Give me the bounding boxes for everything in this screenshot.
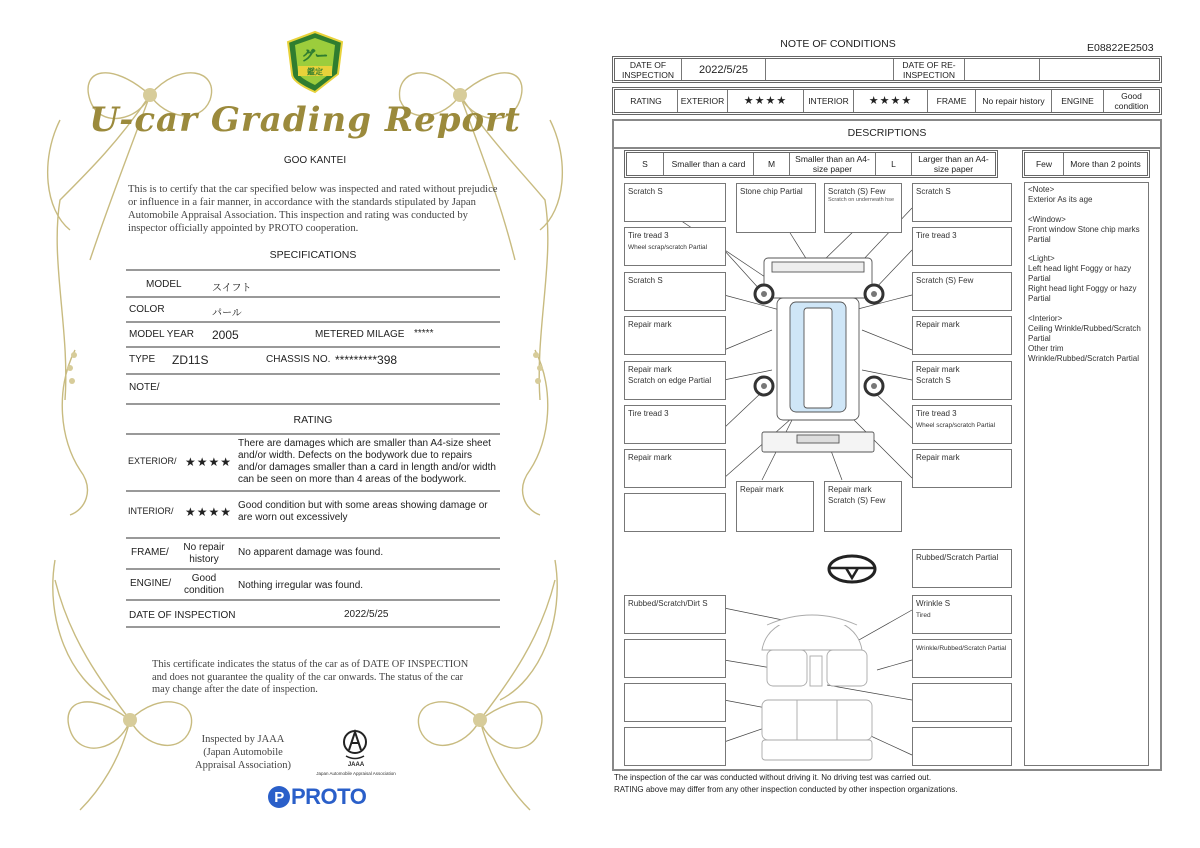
note-text: Repair mark bbox=[628, 453, 672, 462]
legend-l-desc: Larger than an A4-size paper bbox=[911, 153, 995, 175]
interior-description: Good condition but with some areas showing damage or are worn out excessively bbox=[238, 500, 488, 523]
exterior-note-box bbox=[624, 183, 726, 222]
exterior-note-box bbox=[736, 183, 816, 233]
note-text: Tire tread 3 bbox=[916, 231, 957, 240]
type-value: ZD11S bbox=[172, 353, 209, 367]
inspection-dates-row bbox=[612, 56, 1162, 83]
exterior-note-box bbox=[912, 183, 1012, 222]
note-text: Repair mark bbox=[916, 453, 960, 462]
note-text: Scratch S bbox=[628, 187, 663, 196]
goo-kantei-shield-logo bbox=[286, 30, 344, 94]
note-text: Scratch S bbox=[916, 187, 951, 196]
legend-s-label: S bbox=[642, 159, 648, 169]
model-value: スイフト bbox=[212, 283, 252, 294]
rating-label: RATING bbox=[630, 96, 662, 106]
engine-value: Good condition bbox=[183, 573, 225, 596]
jaaa-emblem-icon bbox=[340, 728, 370, 762]
legend-m-label: M bbox=[753, 153, 789, 175]
note-text: Tire tread 3 bbox=[916, 409, 957, 418]
notes-interior-text: Other trim Wrinkle/Rubbed/Scratch Partial bbox=[1028, 343, 1140, 363]
certificate-intro: This is to certify that the car specified below was inspected and rated without prejudice or influence in a fair manner, in accordance with the standards stipulated by Japan Automobile Appraisal Association. This inspection and rating was conducted by inspector officially appointed by PROTO cooperation. bbox=[128, 184, 498, 234]
exterior-note-box bbox=[824, 481, 902, 532]
color-label: COLOR bbox=[129, 304, 165, 315]
exterior-note-box bbox=[624, 272, 726, 311]
notes-window-heading: <Window> bbox=[1028, 214, 1066, 224]
certificate-title: U-car Grading Report bbox=[89, 100, 521, 140]
inspected-by: Inspected by JAAA (Japan Automobile Appraisal Association) bbox=[195, 734, 291, 771]
date-of-inspection-value: 2022/5/25 bbox=[344, 609, 389, 620]
chassis-value: *********398 bbox=[335, 353, 398, 367]
note-text: Repair mark bbox=[628, 365, 672, 374]
divider bbox=[126, 269, 500, 271]
blank-cell bbox=[765, 59, 893, 80]
chassis-label: CHASSIS NO. bbox=[266, 354, 331, 365]
notes-interior-heading: <Interior> bbox=[1028, 313, 1063, 323]
metered-milage-value: ***** bbox=[414, 328, 434, 339]
jaaa-full-name: Japan Automobile Appraisal Association bbox=[316, 771, 396, 776]
note-small-text: Wrinkle/Rubbed/Scratch Partial bbox=[916, 645, 1007, 652]
note-small-text: Tired bbox=[916, 612, 931, 619]
note-text: Scratch (S) Few bbox=[828, 187, 886, 196]
exterior-note-box bbox=[624, 405, 726, 444]
interior-label: INTERIOR/ bbox=[128, 506, 174, 516]
note-text: Scratch (S) Few bbox=[916, 276, 974, 285]
blank-cell bbox=[1039, 59, 1159, 80]
exterior-note-box bbox=[736, 481, 814, 532]
note-text: Rubbed/Scratch/Dirt S bbox=[628, 599, 708, 608]
divider bbox=[126, 373, 500, 375]
date-of-inspection-label: DATE OF INSPECTION bbox=[622, 59, 674, 80]
note-small-text: Wheel scrap/scratch Partial bbox=[916, 422, 996, 429]
svg-text:グー: グー bbox=[301, 48, 329, 63]
exterior-note-box bbox=[624, 316, 726, 355]
exterior-note-box bbox=[912, 449, 1012, 488]
noc-code: E08822E2503 bbox=[1087, 42, 1154, 54]
divider bbox=[126, 433, 500, 435]
specifications-heading: SPECIFICATIONS bbox=[269, 249, 357, 261]
noc-title: NOTE OF CONDITIONS bbox=[780, 38, 896, 50]
divider bbox=[126, 321, 500, 323]
note-text: Wrinkle S bbox=[916, 599, 951, 608]
frame-description: No apparent damage was found. bbox=[238, 547, 384, 558]
notes-interior-text: Ceiling Wrinkle/Rubbed/Scratch Partial bbox=[1028, 323, 1141, 343]
interior-stars: ★★★★ bbox=[185, 505, 233, 519]
legend-l-label: L bbox=[875, 153, 911, 175]
note-text: Repair mark bbox=[916, 320, 960, 329]
interior-note-box bbox=[912, 549, 1012, 588]
footer-note-2: RATING above may differ from any other inspection conducted by other inspection organizations. bbox=[614, 785, 958, 794]
few-legend bbox=[1022, 150, 1150, 178]
exterior-note-box bbox=[824, 183, 902, 233]
note-text: Rubbed/Scratch Partial bbox=[916, 553, 999, 562]
exterior-note-box bbox=[912, 316, 1012, 355]
frame-value: No repair history bbox=[183, 542, 225, 565]
descriptions-heading: DESCRIPTIONS bbox=[612, 119, 1162, 149]
interior-note-box bbox=[912, 639, 1012, 678]
divider bbox=[126, 403, 500, 405]
size-legend bbox=[624, 150, 998, 178]
engine-label: ENGINE bbox=[1051, 90, 1103, 112]
exterior-label: EXTERIOR bbox=[677, 90, 727, 112]
notes-note-text: Exterior As its age bbox=[1028, 195, 1093, 204]
notes-light-text: Left head light Foggy or hazy Partial bbox=[1028, 264, 1132, 283]
frame-label: FRAME/ bbox=[131, 547, 169, 558]
date-of-reinspection-label: DATE OF RE-INSPECTION bbox=[893, 59, 964, 80]
exterior-note-box bbox=[912, 272, 1012, 311]
note-label: NOTE/ bbox=[129, 382, 160, 393]
jaaa-label: JAAA bbox=[347, 762, 365, 768]
date-of-inspection-label: DATE OF INSPECTION bbox=[129, 610, 236, 621]
divider bbox=[126, 346, 500, 348]
divider bbox=[126, 568, 500, 570]
model-year-label: MODEL YEAR bbox=[129, 329, 195, 340]
interior-note-box bbox=[624, 595, 726, 634]
note-text: Scratch on edge Partial bbox=[628, 376, 712, 385]
interior-note-box bbox=[912, 595, 1012, 634]
note-text: Repair mark bbox=[828, 485, 872, 494]
model-year-value: 2005 bbox=[212, 328, 239, 342]
notes-column bbox=[1024, 182, 1149, 766]
note-text: Scratch S bbox=[628, 276, 663, 285]
legend-few-label: Few bbox=[1035, 159, 1053, 169]
interior-note-box bbox=[624, 639, 726, 678]
frame-label: FRAME bbox=[927, 90, 975, 112]
date-of-inspection-value: 2022/5/25 bbox=[681, 59, 765, 80]
exterior-note-box bbox=[912, 361, 1012, 400]
rating-heading: RATING bbox=[293, 414, 333, 426]
proto-logo bbox=[268, 784, 366, 810]
engine-value: Good condition bbox=[1103, 90, 1159, 112]
metered-milage-label: METERED MILAGE bbox=[315, 329, 405, 340]
divider bbox=[126, 296, 500, 298]
exterior-note-box bbox=[624, 493, 726, 532]
note-text: Stone chip Partial bbox=[740, 187, 803, 196]
exterior-note-box bbox=[624, 449, 726, 488]
exterior-stars: ★★★★ bbox=[727, 90, 803, 112]
certificate-subtitle: GOO KANTEI bbox=[283, 155, 347, 166]
note-text: Repair mark bbox=[740, 485, 784, 494]
note-text: Tire tread 3 bbox=[628, 409, 669, 418]
notes-note-heading: <Note> bbox=[1028, 185, 1055, 194]
svg-text:鑑定: 鑑定 bbox=[307, 67, 323, 77]
divider bbox=[126, 626, 500, 628]
note-text: Tire tread 3 bbox=[628, 231, 669, 240]
exterior-note-box bbox=[624, 361, 726, 400]
exterior-label: EXTERIOR/ bbox=[128, 456, 177, 466]
interior-note-box bbox=[624, 727, 726, 766]
note-text: Repair mark bbox=[628, 320, 672, 329]
notes-light-heading: <Light> bbox=[1028, 254, 1055, 263]
divider bbox=[126, 599, 500, 601]
divider bbox=[126, 537, 500, 539]
note-small-text: Scratch on underneath hse bbox=[828, 197, 895, 203]
note-small-text: Wheel scrap/scratch Partial bbox=[628, 244, 708, 251]
interior-note-box bbox=[912, 727, 1012, 766]
proto-p-icon: P bbox=[268, 786, 290, 808]
exterior-note-box bbox=[912, 405, 1012, 444]
color-value: パール bbox=[212, 308, 242, 319]
interior-stars: ★★★★ bbox=[853, 90, 927, 112]
footer-note-1: The inspection of the car was conducted without driving it. No driving test was carried out. bbox=[614, 773, 932, 782]
date-of-reinspection-value bbox=[964, 59, 1039, 80]
interior-note-box bbox=[912, 683, 1012, 722]
note-text: Scratch (S) Few bbox=[828, 496, 886, 505]
interior-label: INTERIOR bbox=[803, 90, 853, 112]
note-text: Repair mark bbox=[916, 365, 960, 374]
proto-label: PROTO bbox=[291, 784, 367, 809]
model-label: MODEL bbox=[146, 279, 182, 290]
notes-light-text: Right head light Foggy or hazy Partial bbox=[1028, 284, 1137, 303]
exterior-note-box bbox=[912, 227, 1012, 266]
note-text: Scratch S bbox=[916, 376, 951, 385]
interior-note-box bbox=[624, 683, 726, 722]
legend-m-desc: Smaller than an A4-size paper bbox=[789, 153, 875, 175]
rating-row bbox=[612, 87, 1162, 115]
engine-label: ENGINE/ bbox=[130, 578, 172, 589]
exterior-description: There are damages which are smaller than A4-size sheet and/or width. Defects on the bodywork due to repairs and/or damages smaller than a card in length and/or width can be seen on more than 4 areas of the bodywork. bbox=[238, 438, 496, 485]
exterior-note-box bbox=[624, 227, 726, 266]
certificate-status-note: This certificate indicates the status of the car as of DATE OF INSPECTION and does not guarantee the quality of the car onwards. The status of the car may change after the date of inspection. bbox=[152, 659, 469, 695]
type-label: TYPE bbox=[129, 354, 156, 365]
legend-s-desc: Smaller than a card bbox=[663, 153, 753, 175]
engine-description: Nothing irregular was found. bbox=[238, 580, 364, 591]
divider bbox=[126, 490, 500, 492]
legend-few-desc: More than 2 points bbox=[1063, 153, 1147, 175]
frame-value: No repair history bbox=[975, 90, 1051, 112]
notes-window-text: Front window Stone chip marks Partial bbox=[1028, 224, 1140, 244]
exterior-stars: ★★★★ bbox=[185, 455, 233, 469]
